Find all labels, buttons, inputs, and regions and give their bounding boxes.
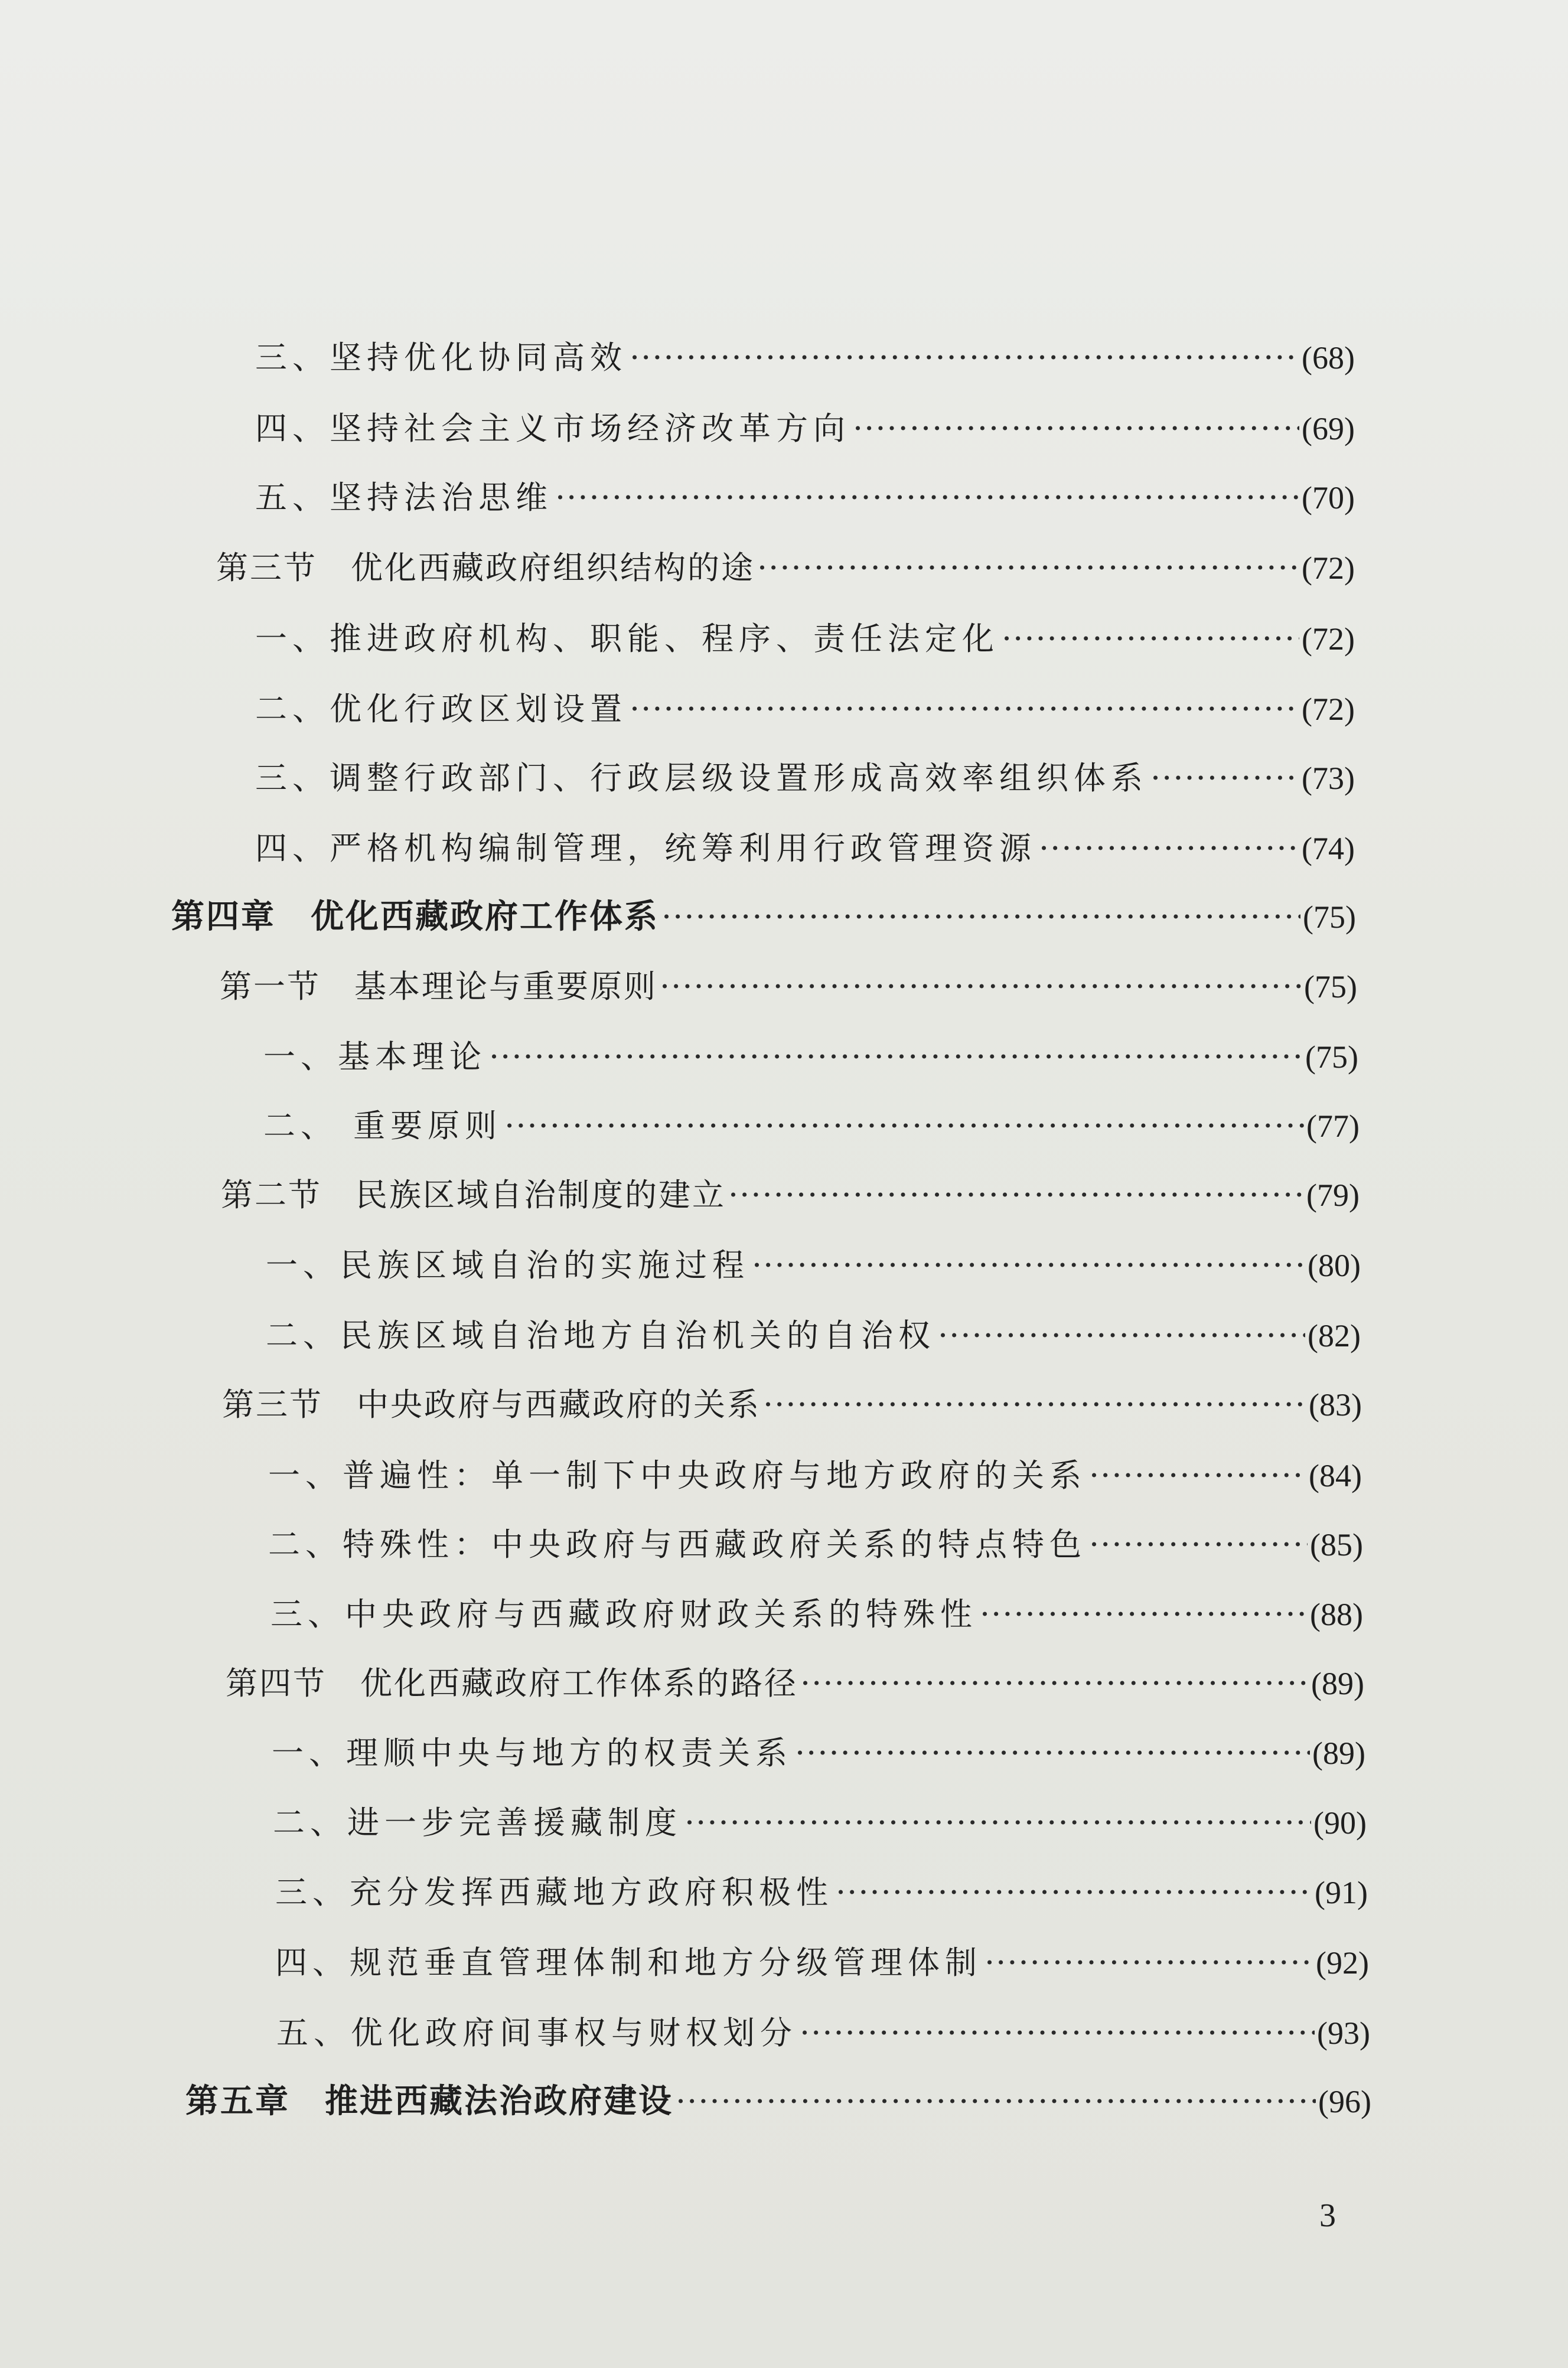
toc-entry-page: (82) — [1308, 1318, 1361, 1353]
toc-entry-title: 第三节 中央政府与西藏政府的关系 — [222, 1386, 761, 1423]
leader-dots — [1039, 822, 1299, 875]
toc-entry — [255, 752, 1355, 805]
leader-dots — [1089, 1518, 1308, 1571]
toc-entry — [268, 1449, 1362, 1502]
toc-entry-page: (70) — [1302, 480, 1355, 516]
toc-section — [216, 542, 1355, 595]
leader-dots — [800, 2007, 1315, 2060]
leader-dots — [1089, 1449, 1306, 1502]
toc-entry-title: 三、中央政府与西藏政府财政关系的特殊性 — [270, 1596, 977, 1633]
toc-entry — [255, 402, 1355, 455]
toc-entry — [268, 1518, 1363, 1571]
toc-entry-page: (72) — [1302, 621, 1355, 657]
toc-section — [222, 1378, 1362, 1431]
toc-entry-page: (77) — [1306, 1108, 1360, 1144]
toc-entry-page: (72) — [1302, 550, 1355, 586]
leader-dots — [684, 1796, 1311, 1850]
toc-entry-page: (92) — [1316, 1945, 1369, 1981]
toc-entry-page: (75) — [1303, 899, 1356, 935]
leader-dots — [660, 960, 1302, 1013]
toc-entry — [275, 1936, 1369, 1989]
toc-chapter — [171, 891, 1356, 944]
toc-entry-title: 第二节 民族区域自治制度的建立 — [221, 1176, 726, 1214]
toc-entry-page: (75) — [1304, 969, 1357, 1004]
leader-dots — [1002, 612, 1299, 666]
toc-entry — [275, 1866, 1368, 1919]
toc-entry-title: 四、规范垂直管理体制和地方分级管理体制 — [275, 1944, 982, 1981]
leader-dots — [630, 683, 1299, 736]
toc-entry — [266, 1309, 1361, 1362]
toc-entry-page: (93) — [1317, 2015, 1370, 2051]
toc-entry-page: (89) — [1311, 1666, 1364, 1701]
toc-entry-page: (96) — [1318, 2084, 1371, 2119]
toc-entry-title: 二、进一步完善援藏制度 — [273, 1804, 682, 1841]
toc-entry-title: 一、普遍性：单一制下中央政府与地方政府的关系 — [268, 1457, 1087, 1494]
leader-dots — [555, 471, 1299, 524]
toc-entry-page: (89) — [1312, 1736, 1365, 1771]
toc-entry — [263, 1100, 1360, 1153]
toc-entry-title: 第四章 优化西藏政府工作体系 — [171, 898, 659, 936]
toc-entry — [270, 1588, 1363, 1641]
toc-entry-page: (68) — [1302, 340, 1355, 376]
toc-entry — [276, 2007, 1370, 2060]
toc-entry-title: 三、坚持优化协同高效 — [255, 339, 627, 376]
toc-entry-title: 四、严格机构编制管理，统筹利用行政管理资源 — [255, 830, 1036, 867]
toc-entry — [255, 822, 1355, 875]
toc-entry-title: 一、基本理论 — [263, 1038, 487, 1075]
toc-entry — [272, 1727, 1365, 1780]
leader-dots — [1150, 752, 1299, 805]
toc-entry-title: 五、坚持法治思维 — [255, 479, 553, 516]
toc-entry-title: 一、民族区域自治的实施过程 — [266, 1247, 749, 1284]
toc-entry-title: 一、理顺中央与地方的权责关系 — [272, 1734, 793, 1772]
toc-entry — [266, 1239, 1361, 1292]
toc-entry — [255, 331, 1355, 384]
toc-entry-page: (85) — [1310, 1527, 1363, 1563]
toc-section — [226, 1657, 1364, 1710]
leader-dots — [728, 1169, 1304, 1222]
toc-entry-page: (74) — [1302, 831, 1355, 866]
toc-entry — [273, 1796, 1367, 1850]
leader-dots — [853, 402, 1299, 455]
toc-entry-page: (72) — [1302, 692, 1355, 727]
toc-entry — [255, 471, 1355, 524]
leader-dots — [504, 1100, 1304, 1153]
toc-entry-title: 一、推进政府机构、职能、程序、责任法定化 — [255, 620, 999, 657]
toc-entry-title: 四、坚持社会主义市场经济改革方向 — [255, 410, 850, 447]
leader-dots — [630, 331, 1299, 384]
toc-entry-title: 三、调整行政部门、行政层级设置形成高效率组织体系 — [255, 759, 1148, 797]
leader-dots — [800, 1657, 1309, 1710]
toc-entry — [255, 612, 1355, 666]
toc-entry-page: (88) — [1310, 1597, 1363, 1632]
toc-entry-page: (84) — [1309, 1458, 1362, 1493]
toc-entry-title: 二、民族区域自治地方自治机关的自治权 — [266, 1317, 935, 1354]
toc-entry-title: 第一节 基本理论与重要原则 — [220, 968, 657, 1005]
toc-entry — [255, 683, 1355, 736]
leader-dots — [676, 2075, 1316, 2128]
toc-entry-title: 二、特殊性：中央政府与西藏政府关系的特点特色 — [268, 1526, 1087, 1563]
toc-entry-title: 三、充分发挥西藏地方政府积极性 — [275, 1874, 833, 1911]
toc-entry-page: (83) — [1309, 1387, 1362, 1423]
leader-dots — [795, 1727, 1310, 1780]
leader-dots — [985, 1936, 1313, 1989]
toc-section — [221, 1169, 1360, 1222]
toc-entry-title: 五、优化政府间事权与财权划分 — [276, 2014, 797, 2051]
toc-entry-title: 第三节 优化西藏政府组织结构的途 — [216, 549, 755, 586]
toc-entry — [263, 1030, 1358, 1084]
leader-dots — [980, 1588, 1308, 1641]
toc-entry-page: (91) — [1315, 1875, 1368, 1910]
toc-chapter — [185, 2075, 1371, 2128]
toc-entry-page: (69) — [1302, 411, 1355, 446]
toc-entry-title: 第五章 推进西藏法治政府建设 — [185, 2082, 673, 2121]
leader-dots — [661, 891, 1300, 944]
toc-entry-page: (80) — [1308, 1248, 1361, 1283]
toc-entry-page: (73) — [1302, 761, 1355, 796]
leader-dots — [836, 1866, 1312, 1919]
leader-dots — [489, 1030, 1303, 1084]
toc-entry-title: 二、优化行政区划设置 — [255, 690, 627, 728]
toc-entry-title: 第四节 优化西藏政府工作体系的路径 — [226, 1665, 798, 1702]
toc-section — [220, 960, 1357, 1013]
toc-entry-page: (90) — [1313, 1805, 1367, 1841]
toc-entry-page: (79) — [1306, 1178, 1360, 1213]
toc-entry-page: (75) — [1305, 1039, 1358, 1075]
page-number: 3 — [1319, 2197, 1336, 2234]
leader-dots — [763, 1378, 1306, 1431]
leader-dots — [938, 1309, 1305, 1362]
leader-dots — [757, 542, 1299, 595]
toc-entry-title: 二、 重要原则 — [263, 1107, 503, 1144]
leader-dots — [752, 1239, 1305, 1292]
